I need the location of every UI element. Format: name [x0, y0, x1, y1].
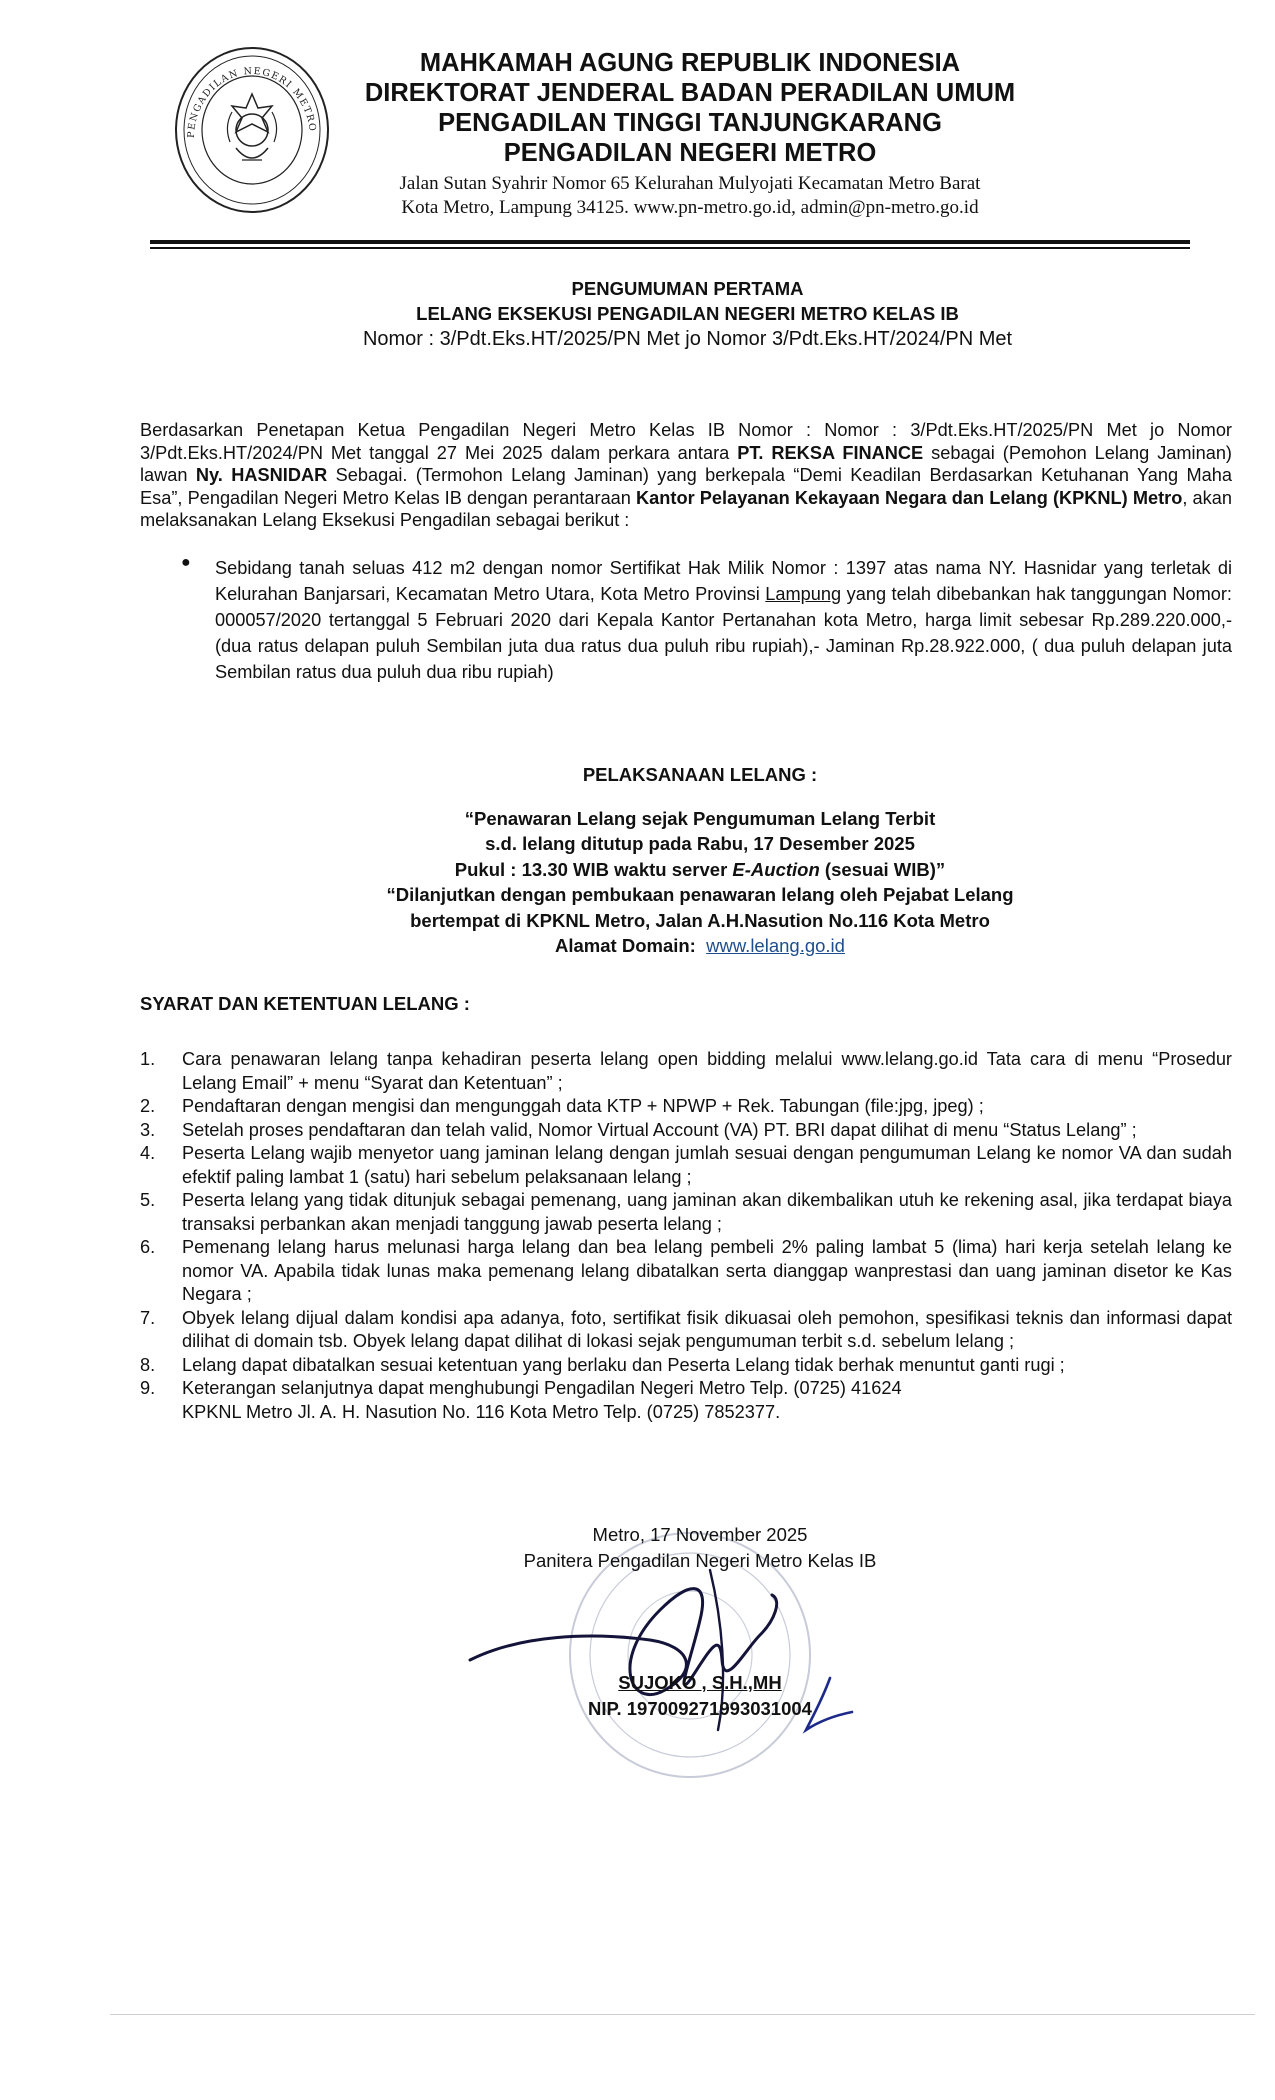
title-line-1: PENGUMUMAN PERTAMA — [571, 278, 804, 299]
terms-item-number: 9. — [140, 1378, 156, 1398]
schedule-line-4: “Dilanjutkan dengan pembukaan penawaran lelang oleh Pejabat Lelang — [386, 884, 1014, 905]
intro-text-1: Berdasarkan Penetapan Ketua Pengadilan Negeri Metro Kelas IB Nomor : Nomor : 3/Pdt.Eks.HT/2025/PN Met jo Nomor 3/Pdt.Eks.HT/2024/PN Met tanggal 27 Mei 2025 dalam perkara antara — [140, 420, 1232, 463]
title-line-3: Nomor : 3/Pdt.Eks.HT/2025/PN Met jo Nomor 3/Pdt.Eks.HT/2024/PN Met — [362, 328, 1013, 350]
terms-item-text: Peserta Lelang wajib menyetor uang jaminan lelang dengan jumlah sesuai dengan pengumuman Lelang ke nomor VA dan sudah efektif paling lambat 1 (satu) hari sebelum pelaksanaan lelang ; — [182, 1143, 1232, 1187]
terms-item-text: Peserta lelang yang tidak ditunjuk sebagai pemenang, uang jaminan akan dikembalikan utuh ke rekening asal, jika terdapat biaya transaksi perbankan akan menjadi tanggung jawab peserta lelang ; — [182, 1190, 1232, 1234]
terms-extra-contact: KPKNL Metro Jl. A. H. Nasution No. 116 Kota Metro Telp. (0725) 7852377. — [182, 1401, 781, 1422]
intro-paragraph — [140, 419, 1232, 532]
domain-link[interactable]: www.lelang.go.id — [706, 935, 845, 956]
terms-item — [140, 1307, 1232, 1354]
terms-item-text: Lelang dapat dibatalkan sesuai ketentuan yang berlaku dan Peserta Lelang tidak berhak menuntut ganti rugi ; — [182, 1354, 1065, 1375]
schedule-tz: (sesuai WIB)” — [819, 858, 946, 880]
domain-row — [280, 933, 1120, 959]
terms-item-text: Cara penawaran lelang tanpa kehadiran peserta lelang open bidding melalui www.lelang.go.id Tata cara di menu “Prosedur Lelang Email” + menu “Syarat dan Ketentuan” ; — [182, 1049, 1232, 1093]
terms-item — [140, 1189, 1232, 1236]
bullet-icon: ● — [181, 554, 191, 571]
sign-place-date: Metro, 17 November 2025 — [592, 1524, 808, 1545]
letterhead-line-1: MAHKAMAH AGUNG REPUBLIK INDONESIA — [419, 49, 961, 77]
domain-label: Alamat Domain: — [555, 935, 696, 956]
court-seal-icon — [172, 42, 332, 214]
letterhead-rule-thick — [150, 240, 1190, 244]
kpknl-name: Kantor Pelayanan Kekayaan Negara dan Lelang (KPKNL) Metro — [636, 487, 1183, 508]
sign-nip: NIP. 197009271993031004 — [588, 1698, 812, 1719]
terms-item-number: 5. — [140, 1190, 156, 1210]
terms-list — [140, 1048, 1232, 1424]
respondent-name: Ny. HASNIDAR — [195, 465, 328, 485]
terms-item — [140, 1119, 1232, 1143]
terms-item-text: Keterangan selanjutnya dapat menghubungi Pengadilan Negeri Metro Telp. (0725) 41624 — [182, 1378, 902, 1398]
auction-object — [215, 555, 1232, 685]
signature-block — [470, 1522, 930, 1722]
terms-item — [140, 1236, 1232, 1307]
terms-item — [140, 1048, 1232, 1095]
announcement-title — [140, 276, 1235, 352]
letterhead-line-2: DIREKTORAT JENDERAL BADAN PERADILAN UMUM — [364, 79, 1016, 107]
schedule-line-5: bertempat di KPKNL Metro, Jalan A.H.Nasution No.116 Kota Metro — [410, 909, 990, 931]
terms-item-number: 1. — [140, 1049, 156, 1069]
terms-item-text: Pemenang lelang harus melunasi harga lelang dan bea lelang pembeli 2% paling lambat 5 (lima) hari kerja setelah lelang ke nomor VA. Apabila tidak lunas maka pemenang lelang dibatalkan serta dianggap wanprestasi dan uang jaminan disetor ke Kas Negara ; — [182, 1237, 1232, 1304]
terms-item-number: 4. — [140, 1143, 156, 1163]
terms-item — [140, 1354, 1232, 1378]
letterhead-rule-thin — [150, 247, 1190, 249]
seal-text: PENGADILAN NEGERI METRO — [185, 65, 318, 139]
letterhead-line-4: PENGADILAN NEGERI METRO — [503, 139, 877, 167]
schedule-time: Pukul : 13.30 WIB waktu server — [454, 858, 733, 880]
terms-item — [140, 1142, 1232, 1189]
terms-item-number: 8. — [140, 1354, 156, 1375]
schedule-line-3 — [280, 857, 1120, 883]
terms-item — [140, 1095, 1232, 1119]
terms-item-number: 3. — [140, 1119, 156, 1140]
sign-name: SUJOKO , S.H.,MH — [618, 1672, 782, 1693]
terms-item-number: 2. — [140, 1096, 156, 1116]
address-line-1: Jalan Sutan Syahrir Nomor 65 Kelurahan Mulyojati Kecamatan Metro Barat — [399, 173, 981, 194]
footer-divider — [110, 2014, 1255, 2015]
terms-item-text: Pendaftaran dengan mengisi dan mengunggah data KTP + NPWP + Rek. Tabungan (file:jpg, jpeg) ; — [182, 1096, 984, 1116]
address-line-2: Kota Metro, Lampung 34125. www.pn-metro.go.id, admin@pn-metro.go.id — [401, 197, 979, 218]
title-line-2: LELANG EKSEKUSI PENGADILAN NEGERI METRO KELAS IB — [416, 303, 959, 324]
schedule-heading: PELAKSANAAN LELANG : — [582, 764, 818, 785]
letterhead-line-3: PENGADILAN TINGGI TANJUNGKARANG — [438, 109, 942, 137]
object-province: Lampung — [765, 584, 842, 604]
applicant-name: PT. REKSA FINANCE — [737, 442, 924, 463]
schedule-line-1: “Penawaran Lelang sejak Pengumuman Lelang Terbit — [464, 807, 936, 829]
terms-item — [140, 1377, 1232, 1401]
terms-item-number: 6. — [140, 1237, 156, 1257]
terms-item-number: 7. — [140, 1307, 156, 1328]
schedule-line-2: s.d. lelang ditutup pada Rabu, 17 Desember 2025 — [485, 833, 915, 854]
schedule-server: E-Auction — [732, 858, 820, 880]
intro-text-3: Sebagai. (Termohon Lelang Jaminan) yang berkepala “Demi Keadilan Berdasarkan Ketuhanan Yang Maha Esa”, Pengadilan Negeri Metro Kelas IB dengan perantaraan — [140, 465, 1232, 508]
intro-text-4: , akan melaksanakan Lelang Eksekusi Pengadilan sebagai berikut : — [140, 487, 1232, 530]
auction-schedule — [280, 762, 1120, 959]
intro-text-2: sebagai (Pemohon Lelang Jaminan) lawan — [140, 442, 1232, 485]
terms-item-text: Setelah proses pendaftaran dan telah valid, Nomor Virtual Account (VA) PT. BRI dapat dilihat di menu “Status Lelang” ; — [182, 1119, 1137, 1140]
sign-position: Panitera Pengadilan Negeri Metro Kelas IB — [523, 1550, 877, 1571]
letterhead — [330, 48, 1050, 220]
terms-heading: SYARAT DAN KETENTUAN LELANG : — [140, 993, 470, 1014]
object-text-1: Sebidang tanah seluas 412 m2 dengan nomor Sertifikat Hak Milik Nomor : 1397 atas nama NY. Hasnidar yang terletak di Kelurahan Banjarsari, Kecamatan Metro Utara, Kota Metro Provinsi — [215, 558, 1232, 604]
object-text-2: yang telah dibebankan hak tanggungan Nomor: 000057/2020 tertanggal 5 Februari 2020 dari Kepala Kantor Pertanahan kota Metro, harga limit sebesar Rp.289.220.000,- (dua ratus delapan puluh Sembilan juta dua ratus dua puluh ribu rupiah),- Jaminan Rp.28.922.000, ( dua puluh delapan juta Sembilan ratus dua puluh dua ribu rupiah) — [215, 584, 1232, 682]
terms-item-text: Obyek lelang dijual dalam kondisi apa adanya, foto, sertifikat fisik dikuasai oleh pemohon, spesifikasi teknis dan informasi dapat dilihat di domain tsb. Obyek lelang dapat dilihat di lokasi sejak pengumuman terbit s.d. sebelum lelang ; — [182, 1307, 1232, 1351]
svg-text:PENGADILAN NEGERI METRO — [186, 66, 318, 138]
